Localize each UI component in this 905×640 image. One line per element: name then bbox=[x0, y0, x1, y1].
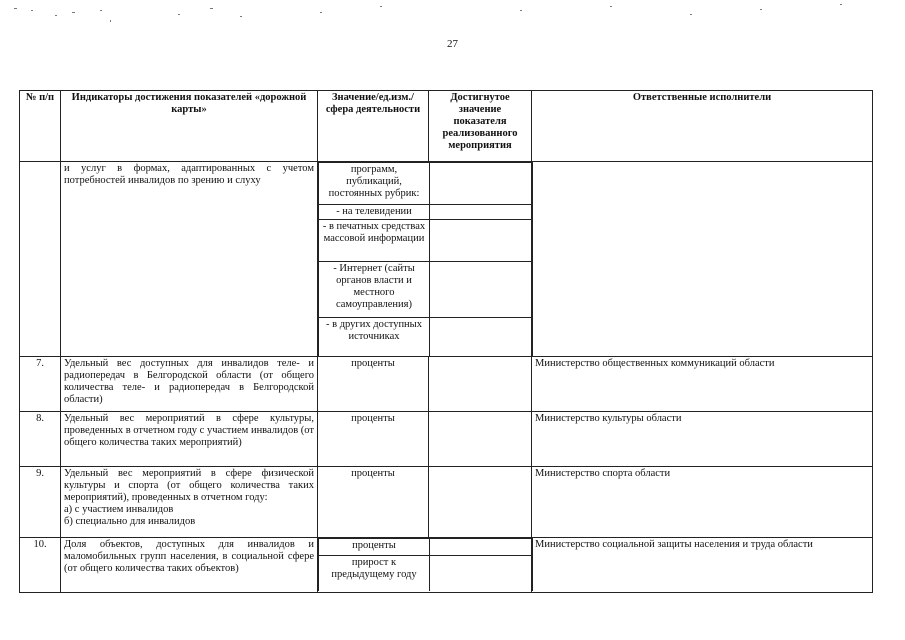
value-cell: проценты bbox=[319, 538, 430, 555]
table-row bbox=[20, 466, 873, 537]
indicator-text: Удельный вес мероприятий в сфере культуры, проведенных в отчетном году с участием инвалидов (от общего количества таких мероприятий) bbox=[61, 411, 318, 466]
indicator-text: и услуг в формах, адаптированных с учетом потребностей инвалидов по зрению и слуху bbox=[61, 162, 318, 357]
value-cell: - в других доступных источниках bbox=[319, 318, 430, 356]
table-row-continuation bbox=[20, 162, 873, 357]
responsible-cell: Министерство общественных коммуникаций области bbox=[532, 356, 873, 411]
achieved-cell bbox=[429, 356, 532, 411]
responsible-cell: Министерство социальной защиты населения и труда области bbox=[532, 537, 873, 592]
table-row bbox=[20, 411, 873, 466]
value-cell: проценты bbox=[318, 356, 429, 411]
page-number: 27 bbox=[447, 38, 458, 50]
value-subcells bbox=[318, 162, 532, 357]
scan-specks bbox=[0, 0, 905, 40]
table-row bbox=[20, 356, 873, 411]
indicator-line: а) с участием инвалидов bbox=[64, 503, 174, 515]
row-number: 10. bbox=[20, 537, 61, 592]
value-cell: проценты bbox=[318, 411, 429, 466]
indicator-text: Удельный вес доступных для инвалидов теле- и радиопередач в Белгородской области (от общего количества теле- и радиопередач в Белгородской области) bbox=[61, 356, 318, 411]
value-cell: прирост к предыдущему году bbox=[319, 555, 430, 591]
row-number: 7. bbox=[20, 356, 61, 411]
header-number: № п/п bbox=[20, 91, 61, 162]
value-cell: - на телевидении bbox=[319, 205, 430, 220]
roadmap-table bbox=[19, 90, 873, 593]
indicator-line: Удельный вес мероприятий в сфере физической культуры и спорта (от общего количества таких мероприятий), проведенных в отчетном году: bbox=[64, 467, 314, 503]
header-responsible: Ответственные исполнители bbox=[532, 91, 873, 162]
table-row bbox=[20, 537, 873, 592]
row-number: 8. bbox=[20, 411, 61, 466]
responsible-cell: Министерство спорта области bbox=[532, 466, 873, 537]
responsible-cell: Министерство культуры области bbox=[532, 411, 873, 466]
indicator-text: Доля объектов, доступных для инвалидов и маломобильных групп населения, в социальной сфере (от общего количества таких объектов) bbox=[61, 537, 318, 592]
value-cell: - Интернет (сайты органов власти и местного самоуправления) bbox=[319, 262, 430, 318]
value-cell: проценты bbox=[318, 466, 429, 537]
header-row bbox=[20, 91, 873, 162]
row-number: 9. bbox=[20, 466, 61, 537]
achieved-cell bbox=[429, 466, 532, 537]
header-achieved: Достигнутое значение показателя реализованного мероприятия bbox=[429, 91, 532, 162]
header-value: Значение/ед.изм./ сфера деятельности bbox=[318, 91, 429, 162]
value-cell: - в печатных средствах массовой информации bbox=[319, 220, 430, 262]
value-cell: программ, публикаций, постоянных рубрик: bbox=[319, 163, 430, 205]
achieved-cell bbox=[429, 411, 532, 466]
indicator-text bbox=[61, 466, 318, 537]
header-indicator: Индикаторы достижения показателей «дорожной карты» bbox=[61, 91, 318, 162]
indicator-line: б) специально для инвалидов bbox=[64, 515, 196, 527]
value-subcells bbox=[318, 537, 532, 592]
